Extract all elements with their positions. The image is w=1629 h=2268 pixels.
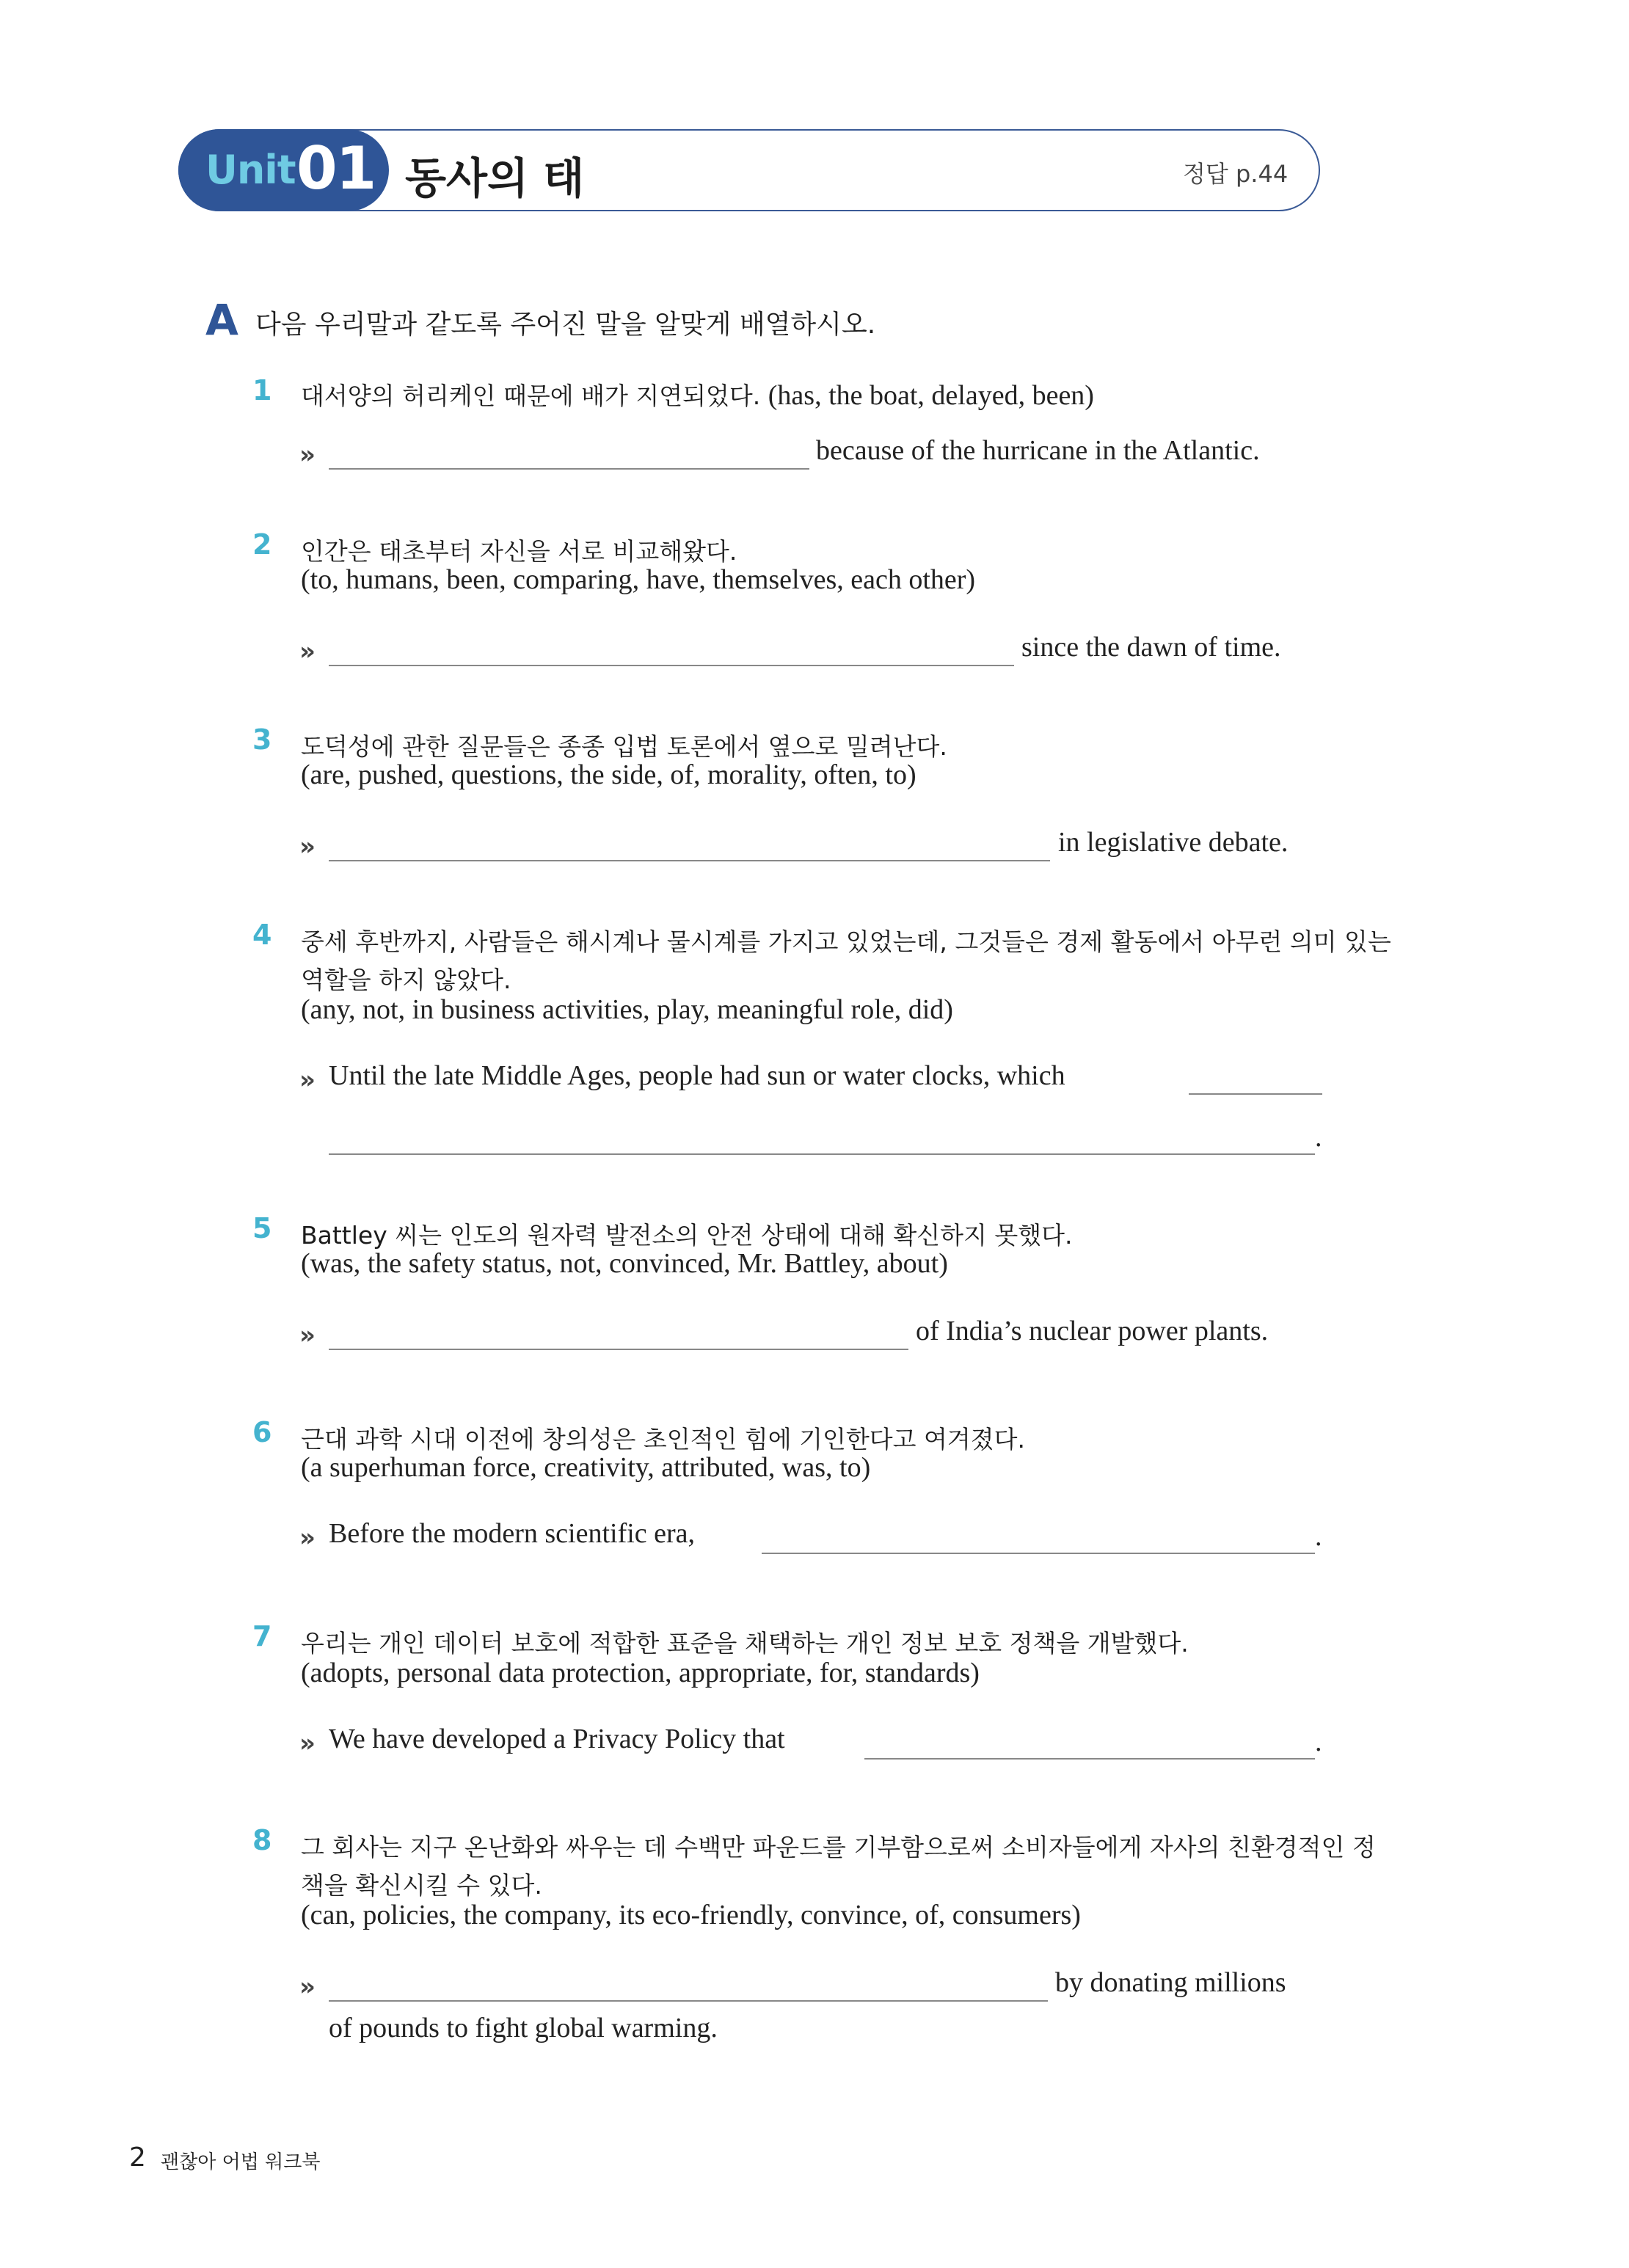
question-words: (any, not, in business activities, play, meaningful role, did) — [301, 994, 953, 1025]
answer-marker: » — [299, 832, 311, 861]
answer-suffix: because of the hurricane in the Atlantic. — [816, 435, 1260, 466]
answer-prefix: Before the modern scientific era, — [329, 1518, 696, 1549]
answer-marker: » — [299, 440, 311, 470]
question-korean-text: 대서양의 허리케인 때문에 배가 지연되었다. — [301, 382, 761, 410]
answer-marker: » — [299, 1523, 311, 1553]
answer-blank[interactable] — [762, 1553, 1315, 1554]
answer-blank[interactable] — [329, 860, 1050, 861]
answer-end: . — [1315, 1521, 1322, 1552]
page-title: 동사의 태 — [405, 153, 585, 203]
answer-line2: of pounds to fight global warming. — [329, 2013, 718, 2043]
page-number: 2 — [129, 2143, 146, 2173]
answer-reference: 정답 p.44 — [1183, 160, 1289, 188]
question-korean-line2: 역할을 하지 않았다. — [301, 966, 511, 994]
question-korean-line2: 책을 확신시킬 수 있다. — [301, 1871, 542, 1900]
question-words: (was, the safety status, not, convinced, Mr. Battley, about) — [301, 1248, 948, 1279]
answer-blank[interactable] — [1189, 1093, 1322, 1095]
question-words: (has, the boat, delayed, been) — [768, 380, 1094, 411]
answer-blank-line2[interactable] — [329, 1153, 1315, 1155]
answer-marker: » — [299, 1065, 311, 1095]
unit-word: Unit — [205, 147, 296, 193]
question-number: 1 — [252, 374, 272, 406]
answer-blank[interactable] — [864, 1758, 1315, 1760]
question-korean-line1: 그 회사는 지구 온난화와 싸우는 데 수백만 파운드를 기부함으로써 소비자들에게 자사의 친환경적인 정 — [301, 1833, 1376, 1862]
answer-prefix: Until the late Middle Ages, people had sun or water clocks, which — [329, 1060, 1065, 1091]
answer-blank[interactable] — [329, 2000, 1048, 2002]
answer-marker: » — [299, 637, 311, 666]
question-korean-line1: 중세 후반까지, 사람들은 해시계나 물시계를 가지고 있었는데, 그것들은 경제 활동에서 아무런 의미 있는 — [301, 927, 1391, 956]
question-words: (can, policies, the company, its eco-friendly, convince, of, consumers) — [301, 1900, 1081, 1930]
answer-suffix: in legislative debate. — [1058, 827, 1289, 858]
question-number: 6 — [252, 1416, 272, 1448]
question-words: (to, humans, been, comparing, have, themselves, each other) — [301, 564, 976, 595]
answer-suffix: since the dawn of time. — [1021, 632, 1281, 663]
answer-prefix: We have developed a Privacy Policy that — [329, 1724, 785, 1754]
question-korean — [301, 377, 1094, 412]
answer-blank[interactable] — [329, 468, 809, 470]
question-number: 4 — [252, 919, 272, 951]
question-korean: 도덕성에 관한 질문들은 종종 입법 토론에서 옆으로 밀려난다. — [301, 732, 947, 761]
answer-suffix: of India’s nuclear power plants. — [916, 1316, 1269, 1346]
answer-suffix: by donating millions — [1055, 1967, 1286, 1998]
question-number: 3 — [252, 723, 272, 756]
answer-blank[interactable] — [329, 665, 1014, 666]
question-number: 2 — [252, 528, 272, 561]
section-instruction: 다음 우리말과 같도록 주어진 말을 알맞게 배열하시오. — [255, 310, 876, 340]
question-korean: 근대 과학 시대 이전에 창의성은 초인적인 힘에 기인한다고 여겨졌다. — [301, 1425, 1025, 1454]
question-words: (adopts, personal data protection, appropriate, for, standards) — [301, 1658, 980, 1688]
answer-marker: » — [299, 1321, 311, 1350]
question-korean: 인간은 태초부터 자신을 서로 비교해왔다. — [301, 537, 737, 566]
unit-number: 01 — [296, 134, 376, 203]
question-korean: Battley 씨는 인도의 원자력 발전소의 안전 상태에 대해 확신하지 못했다. — [301, 1221, 1073, 1250]
answer-marker: » — [299, 1972, 311, 2002]
section-letter: A — [205, 295, 238, 345]
answer-end: . — [1315, 1122, 1322, 1153]
answer-marker: » — [299, 1729, 311, 1758]
question-korean: 우리는 개인 데이터 보호에 적합한 표준을 채택하는 개인 정보 보호 정책을 개발했다. — [301, 1629, 1189, 1658]
answer-end: . — [1315, 1726, 1322, 1757]
question-number: 5 — [252, 1212, 272, 1244]
answer-blank[interactable] — [329, 1349, 908, 1350]
question-number: 7 — [252, 1620, 272, 1652]
question-number: 8 — [252, 1824, 272, 1856]
book-title: 괜찮아 어법 워크북 — [161, 2151, 321, 2173]
question-words: (are, pushed, questions, the side, of, morality, often, to) — [301, 759, 916, 790]
question-words: (a superhuman force, creativity, attributed, was, to) — [301, 1452, 871, 1483]
